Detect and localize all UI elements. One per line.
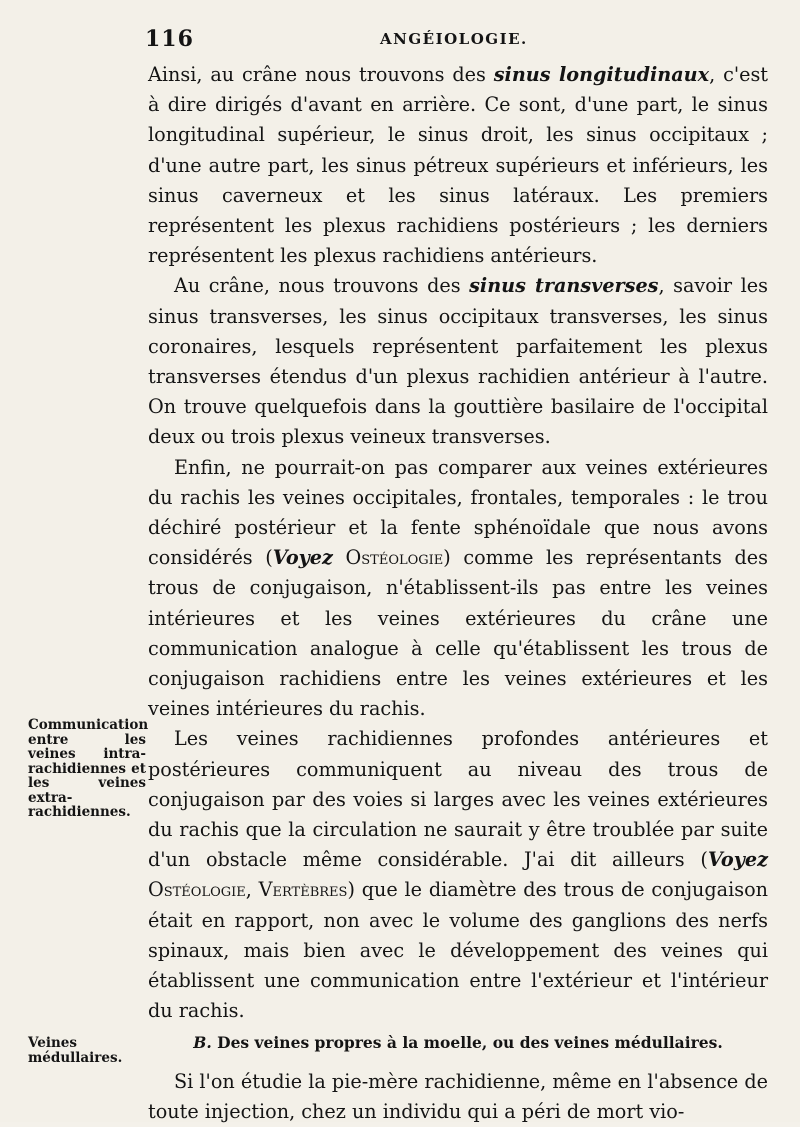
page-header <box>145 24 770 60</box>
text-run: Enfin, ne pourrait-on pas comparer aux veines extérieures du rachis les veines occipitales, frontales, temporales : le trou déchiré postérieur et la fente sphénoïdale que nous avons considérés ( <box>148 455 768 570</box>
body-text <box>148 60 768 1127</box>
text-run: ) que le diamètre des trous de conjugaison était en rapport, non avec le volume des ganglions des nerfs spinaux, mais bien avec le développement des veines qui établissent une communication entre l'extérieur et l'intérieur du rachis. <box>148 878 769 1023</box>
paragraph-5 <box>148 1067 768 1127</box>
paragraph-2 <box>148 271 768 452</box>
text-run: Au crâne, nous trouvons des <box>174 274 470 298</box>
term-sinus-longitudinaux: sinus longitudinaux <box>493 63 710 86</box>
cross-reference-voyez: Voyez <box>707 848 768 872</box>
section-letter: B. <box>193 1032 212 1052</box>
text-run: Les veines rachidiennes profondes antérieures et postérieures communiquent au niveau des trous de conjugaison par des voies si larges avec les veines extérieures du rachis que la circulation ne saurait y être troublée par suite d'un obstacle même considérable. J'ai dit ailleurs ( <box>148 727 768 872</box>
paragraph-4 <box>148 724 768 1026</box>
margin-note-communication: Communication entre les veines intra-rachidiennes et les veines extra-rachidiennes. <box>28 717 149 820</box>
margin-note-medullaires: Veines médullaires. <box>28 1035 123 1066</box>
page-number: 116 <box>145 26 194 52</box>
running-title: ANGÉIOLOGIE. <box>380 30 528 48</box>
text-run: , c'est à dire dirigés d'avant en arrière. Ce sont, d'une part, le sinus longitudinal supérieur, le sinus droit, les sinus occipitaux ; d'une autre part, les sinus pétreux supérieurs et inférieurs, les sinus caverneux et les sinus latéraux. Les premiers représentent les plexus rachidiens postérieurs ; les derniers représentent les plexus rachidiens antérieurs. <box>148 63 769 268</box>
paragraph-1 <box>148 60 768 271</box>
text-run: , savoir les sinus transverses, les sinus occipitaux transverses, les sinus coronaires, lesquels représentent parfaitement les plexus transverses étendus d'un plexus rachidien antérieur à l'autre. On trouve quelquefois dans la gouttière basilaire de l'occipital deux ou trois plexus veineux transverses. <box>148 274 768 449</box>
section-title: Des veines propres à la moelle, ou des veines médullaires. <box>217 1032 723 1052</box>
term-sinus-transverses: sinus transverses <box>469 274 659 298</box>
paragraph-3 <box>148 453 768 725</box>
cross-reference-osteologie: Ostéologie <box>345 546 444 570</box>
text-run: Ainsi, au crâne nous trouvons des <box>148 63 494 86</box>
text-run: ) comme les représentants des trous de conjugaison, n'établissent-ils pas entre les veines intérieures et les veines extérieures du crâne une communication analogue à celle qu'établissent les trous de conjugaison rachidiens entre les veines extérieures et les veines intérieures du rachis. <box>148 546 768 721</box>
text-run <box>333 546 346 569</box>
section-heading <box>148 1031 768 1055</box>
text-run: Si l'on étudie la pie-mère rachidienne, même en l'absence de toute injection, chez un individu qui a péri de mort vio- <box>148 1069 768 1123</box>
cross-reference-osteologie-vertebres: Ostéologie, Vertèbres <box>148 878 348 902</box>
cross-reference-voyez: Voyez <box>272 546 333 570</box>
